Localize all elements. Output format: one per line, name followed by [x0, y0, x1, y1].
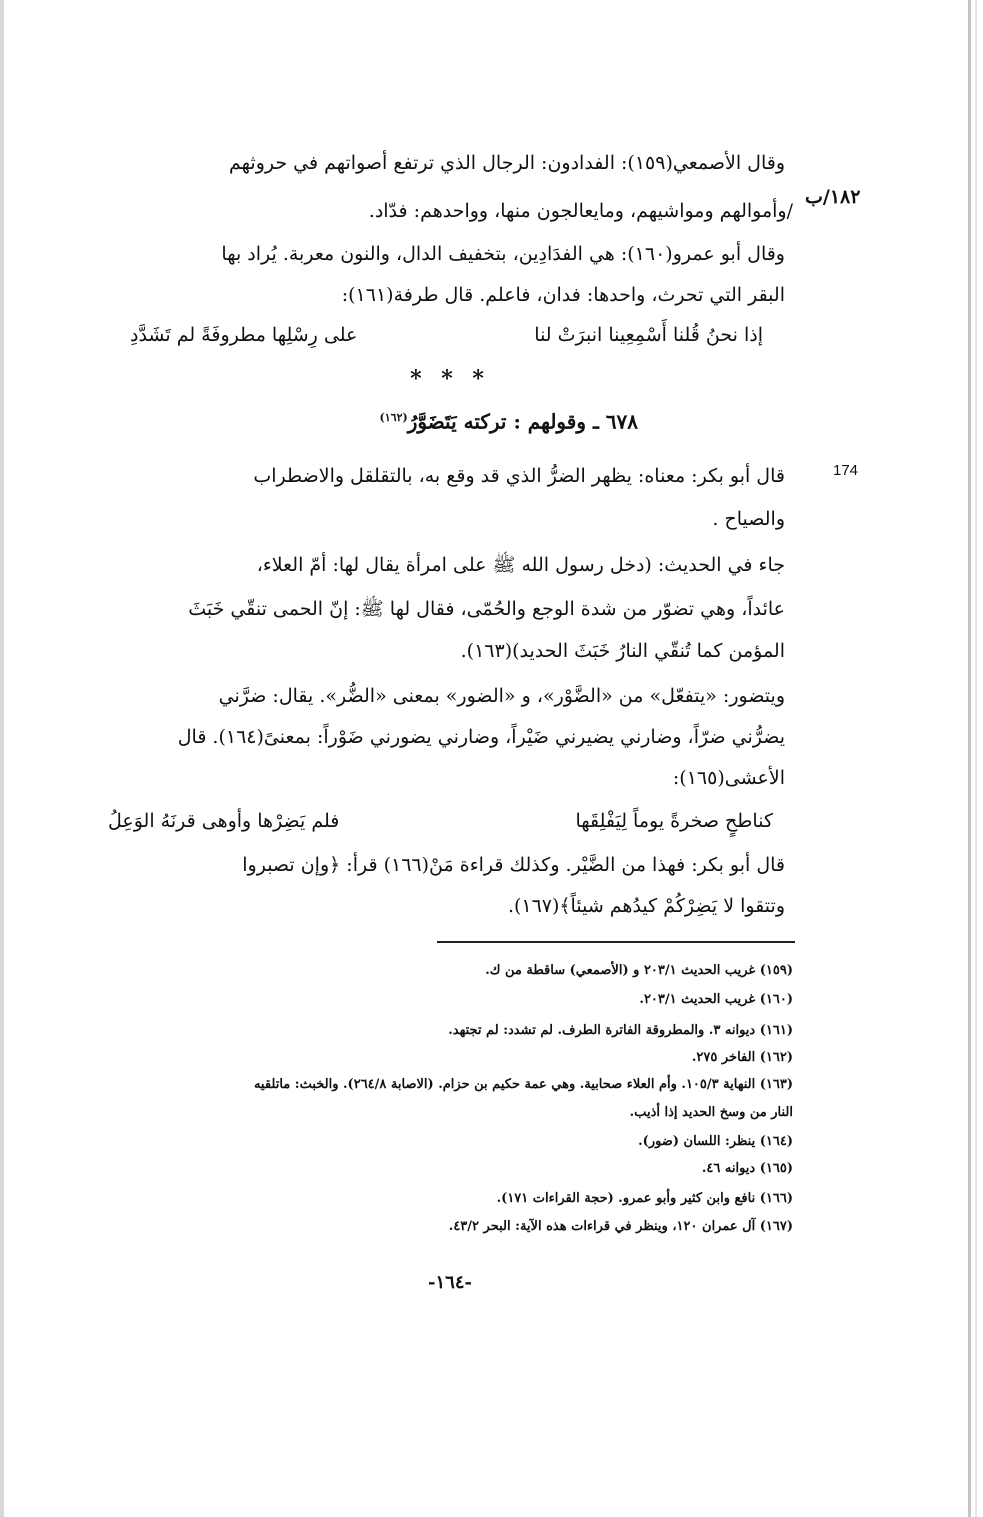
margin-number: 174: [833, 462, 859, 479]
text-line-11: يضرُّني ضرّاً، وضارني يضيرني ضَيْراً، وضارني يضورني ضَوْراً: بمعنىً(١٦٤). قال: [177, 726, 785, 748]
text-line-12: الأعشى(١٦٥):: [672, 767, 785, 789]
footnote-separator-rule: [437, 941, 795, 943]
right-scan-edge-2: [975, 0, 977, 1517]
right-scan-edge: [968, 0, 971, 1517]
text-line-10: ويتضور: «يتفعّل» من «الضَّوْر»، و «الضور» بمعنى «الضُّر». يقال: ضرَّني: [218, 685, 785, 707]
section-heading: [380, 405, 638, 435]
heading-footnote-ref: (١٦٢): [379, 411, 408, 424]
footnote-163: (١٦٣) النهاية ١٠٥/٣. وأم العلاء صحابية. وهي عمة حكيم بن حزام. (الاصابة ٢٦٤/٨). والخبث: ماتلقيه: [253, 1077, 793, 1092]
footnote-160: (١٦٠) غريب الحديث ٢٠٣/١.: [639, 992, 793, 1007]
footnote-165: (١٦٥) ديوانه ٤٦.: [701, 1161, 793, 1176]
left-scan-edge: [0, 0, 4, 1517]
footnote-162: (١٦٢) الفاخر ٢٧٥.: [691, 1050, 793, 1065]
footnote-161: (١٦١) ديوانه ٣. والمطروقة الفاترة الطرف. لم تشدد: لم تجتهد.: [448, 1023, 793, 1038]
heading-text: ٦٧٨ ـ وقولهم : تركته يَتَضَوَّرُ: [407, 409, 638, 434]
page-number: -١٦٤-: [428, 1272, 472, 1293]
section-separator: * * *: [410, 366, 490, 392]
text-line-7: جاء في الحديث: (دخل رسول الله ﷺ على امرأة يقال لها: أمّ العلاء،: [256, 554, 785, 576]
text-line-13: قال أبو بكر: فهذا من الضَّيْر. وكذلك قراءة مَنْ(١٦٦) قرأ: ﴿وإن تصبروا: [242, 854, 785, 876]
footnote-159: (١٥٩) غريب الحديث ٢٠٣/١ و (الأصمعي) ساقطة من ك.: [485, 963, 793, 978]
text-line-8: عائداً، وهي تضوّر من شدة الوجع والحُمّى، فقال لها ﷺ: إنّ الحمى تنقّي خَبَثَ: [188, 598, 785, 620]
footnote-163-continuation: النار من وسخ الحديد إذا أذيب.: [629, 1105, 793, 1120]
footnote-167: (١٦٧) آل عمران ١٢٠، وينظر في قراءات هذه الآية: البحر ٤٣/٢.: [448, 1219, 793, 1234]
text-line-9: المؤمن كما تُنقّي النارُ خَبَثَ الحديد)(١٦٣).: [460, 640, 785, 662]
text-line-2: /وأموالهم ومواشيهم، ومايعالجون منها، وواحدهم: فدّاد.: [368, 200, 793, 222]
verse-1-second-hemistich: على رِسْلِها مطروفَةً لم تَشَدَّدِ: [130, 324, 358, 346]
verse-2-first-hemistich: كناطحٍ صخرةً يوماً لِيَفْلِقَها: [575, 810, 773, 832]
footnote-166: (١٦٦) نافع وابن كثير وأبو عمرو. (حجة القراءات ١٧١).: [496, 1191, 793, 1206]
text-line-1: وقال الأصمعي(١٥٩): الفدادون: الرجال الذي ترتفع أصواتهم في حروثهم: [229, 152, 785, 174]
footnote-164: (١٦٤) ينظر: اللسان (ضور).: [638, 1134, 793, 1149]
folio-marker: ١٨٢/ب: [805, 186, 861, 208]
verse-2-second-hemistich: فلم يَضِرْها وأوهى قرنَهُ الوَعِلُ: [108, 810, 340, 832]
text-line-3: وقال أبو عمرو(١٦٠): هي الفدَادِين، بتخفيف الدال، والنون معربة. يُراد بها: [221, 243, 785, 265]
text-line-5: قال أبو بكر: معناه: يظهر الضرُّ الذي قد وقع به، بالتقلقل والاضطراب: [253, 465, 785, 487]
text-line-6: والصياح .: [712, 508, 785, 530]
text-line-4: البقر التي تحرث، واحدها: فدان، فاعلم. قال طرفة(١٦١):: [341, 284, 785, 306]
text-line-14: وتتقوا لا يَضِرْكُمْ كيدُهم شيئاً﴾(١٦٧).: [507, 895, 785, 917]
verse-1-first-hemistich: إذا نحنُ قُلنا أَسْمِعِينا انبرَتْ لنا: [534, 324, 763, 346]
